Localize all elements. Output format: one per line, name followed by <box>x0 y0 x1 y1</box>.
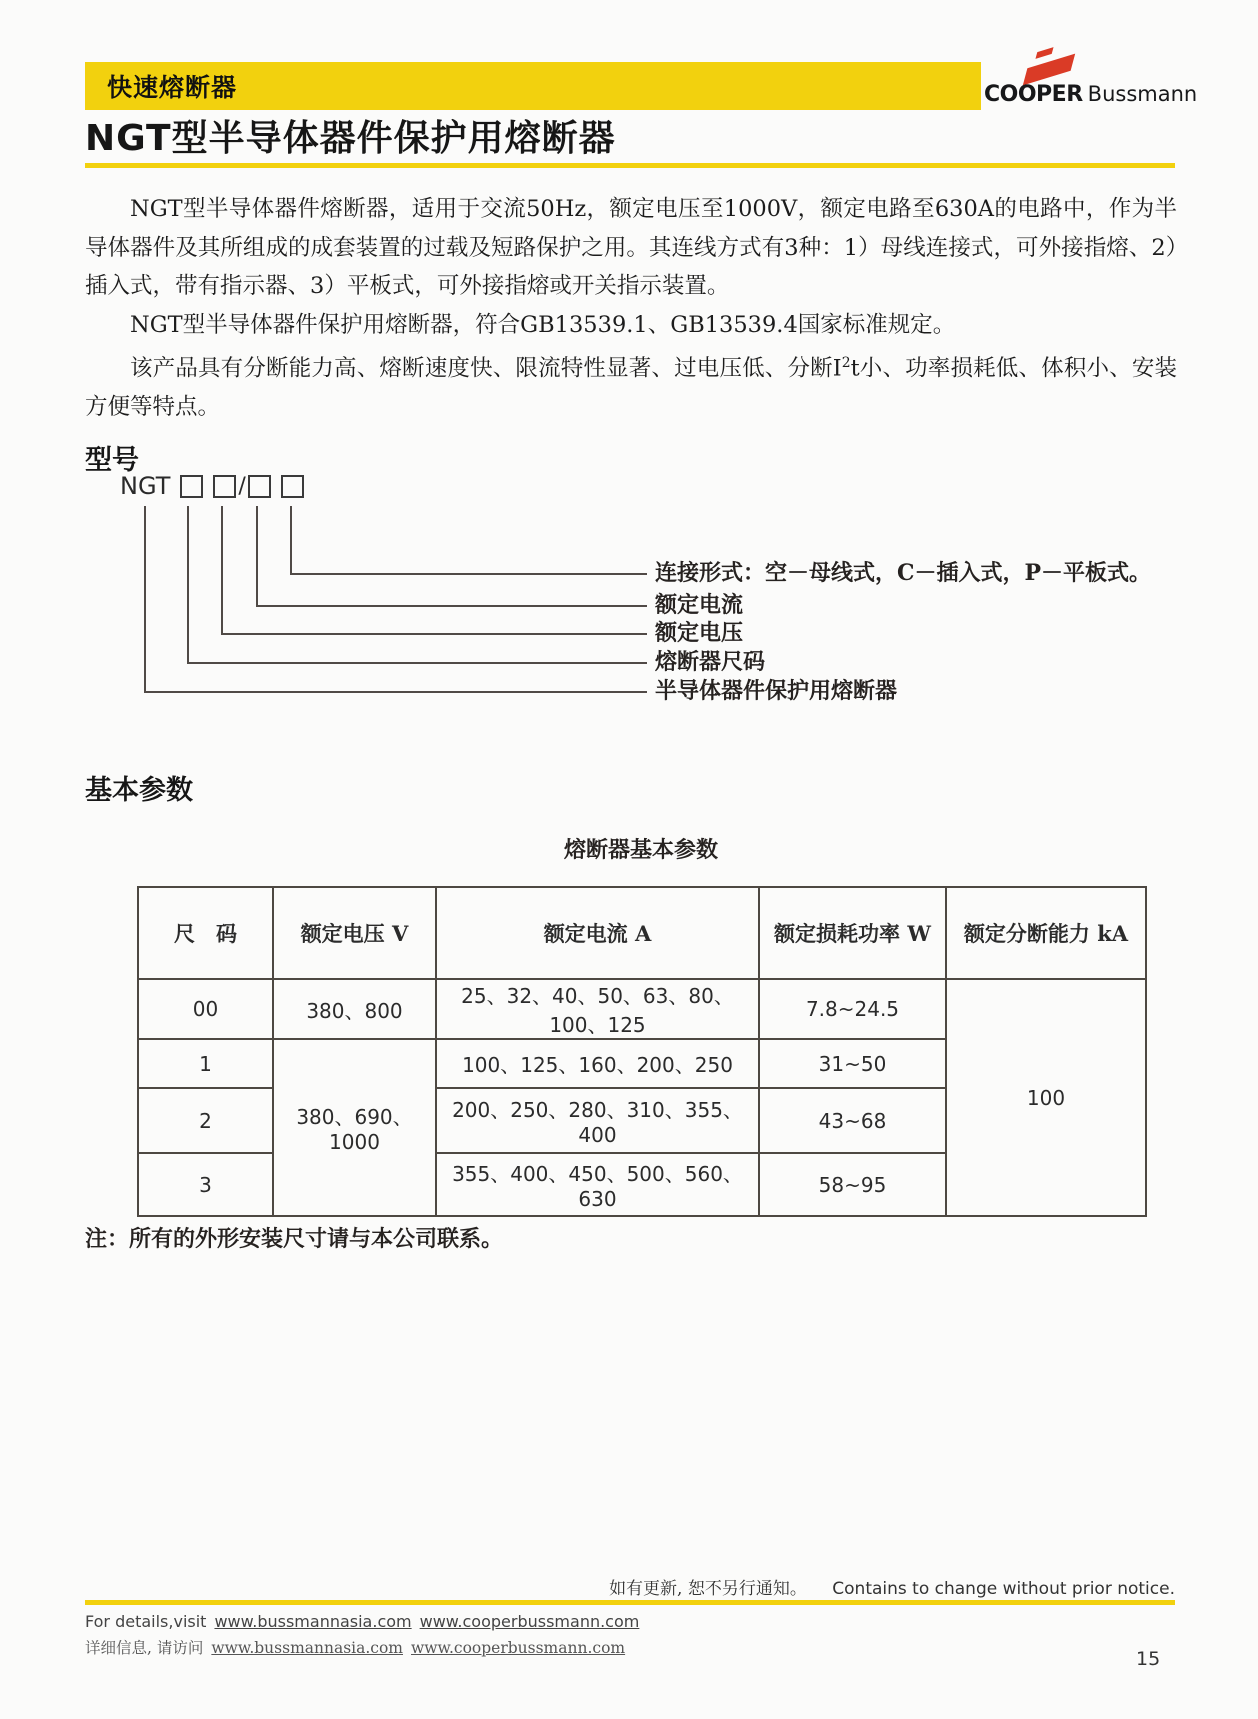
cell-power: 7.8~24.5 <box>759 979 946 1039</box>
table-note: 注：所有的外形安装尺寸请与本公司联系。 <box>85 1226 504 1252</box>
model-code <box>120 472 304 500</box>
column-header-size: 尺 码 <box>138 887 273 979</box>
intro-paragraph-3-pre: 该产品具有分断能力高、熔断速度快、限流特性显著、过电压低、分断I <box>130 355 842 382</box>
model-code-diagram <box>85 470 1152 730</box>
details-prefix-en: For details,visit <box>85 1612 207 1631</box>
cell-current: 200、250、280、310、355、400 <box>436 1088 759 1153</box>
cooperbussmann-link[interactable]: www.cooperbussmann.com <box>419 1612 640 1631</box>
cooperbussmann-link[interactable]: www.cooperbussmann.com <box>411 1639 626 1657</box>
cooper-bussmann-logo <box>984 48 1198 108</box>
footer-details-en <box>85 1612 639 1631</box>
cell-power: 31~50 <box>759 1039 946 1088</box>
cell-breaking-capacity: 100 <box>946 979 1146 1216</box>
cell-size: 2 <box>138 1088 273 1153</box>
logo-ribbon-icon <box>1023 54 1075 86</box>
footer-rule <box>85 1600 1175 1605</box>
column-header-current: 额定电流 A <box>436 887 759 979</box>
logo-text <box>984 82 1197 107</box>
page-number: 15 <box>1136 1648 1161 1670</box>
table-row <box>138 979 1146 1039</box>
model-prefix: NGT <box>120 472 171 500</box>
title-underline <box>85 163 1175 168</box>
connection-code-box <box>281 475 304 498</box>
label-rated-voltage: 额定电压 <box>655 620 744 646</box>
label-rated-current: 额定电流 <box>655 592 744 618</box>
voltage-code-box <box>213 475 236 498</box>
category-label: 快速熔断器 <box>107 73 238 102</box>
label-fuse-type: 半导体器件保护用熔断器 <box>655 678 898 704</box>
label-fuse-size: 熔断器尺码 <box>655 649 766 675</box>
logo-bussmann: Bussmann <box>1087 82 1198 106</box>
table-header-row <box>138 887 1146 979</box>
cell-size: 00 <box>138 979 273 1039</box>
column-header-breaking: 额定分断能力 kA <box>946 887 1146 979</box>
intro-paragraph-2: NGT型半导体器件保护用熔断器，符合GB13539.1、GB13539.4国家标准规定。 <box>130 311 956 338</box>
connector-line <box>144 506 647 693</box>
intro-text <box>85 190 1177 427</box>
cell-current: 25、32、40、50、63、80、100、125 <box>436 979 759 1039</box>
model-slash: / <box>238 473 246 499</box>
column-header-power: 额定损耗功率 W <box>759 887 946 979</box>
disclaimer-zh: 如有更新, 恕不另行通知。 <box>609 1579 807 1599</box>
logo-ribbon-icon <box>1035 47 1053 59</box>
label-connection-type: 连接形式：空－母线式，C－插入式，P－平板式。 <box>655 560 1152 586</box>
column-header-voltage: 额定电压 V <box>273 887 436 979</box>
i2t-superscript: 2 <box>841 355 851 371</box>
details-prefix-zh: 详细信息, 请访问 <box>85 1639 204 1657</box>
cell-power: 43~68 <box>759 1088 946 1153</box>
current-code-box <box>248 475 271 498</box>
model-section-heading: 型号 <box>85 445 139 476</box>
intro-paragraph-3 <box>85 344 1177 427</box>
logo-cooper: COOPER <box>984 82 1083 107</box>
intro-paragraph-1: NGT型半导体器件熔断器，适用于交流50Hz，额定电压至1000V，额定电路至630A的电路中，作为半导体器件及其所组成的成套装置的过载及短路保护之用。其连线方式有3种：1）母线连接式，可外接指熔、2）插入式，带有指示器、3）平板式，可外接指熔或开关指示装置。 <box>85 196 1177 299</box>
cell-size: 1 <box>138 1039 273 1088</box>
parameters-table-title: 熔断器基本参数 <box>563 837 718 863</box>
cell-size: 3 <box>138 1153 273 1216</box>
cell-current: 355、400、450、500、560、630 <box>436 1153 759 1216</box>
cell-power: 58~95 <box>759 1153 946 1216</box>
disclaimer-en: Contains to change without prior notice. <box>832 1579 1175 1599</box>
footer-details-zh <box>85 1636 625 1658</box>
page-title: NGT型半导体器件保护用熔断器 <box>85 118 616 159</box>
bussmannasia-link[interactable]: www.bussmannasia.com <box>214 1612 412 1631</box>
parameters-section-heading: 基本参数 <box>85 775 193 806</box>
update-disclaimer <box>609 1574 1175 1599</box>
bussmannasia-link[interactable]: www.bussmannasia.com <box>211 1639 403 1657</box>
cell-voltage-merged: 380、690、1000 <box>273 1039 436 1216</box>
size-code-box <box>180 475 203 498</box>
cell-current: 100、125、160、200、250 <box>436 1039 759 1088</box>
cell-voltage: 380、800 <box>273 979 436 1039</box>
parameters-table <box>137 886 1147 1217</box>
category-band <box>85 62 981 110</box>
intro-paragraph-3-post: t小、功率损耗低、体积小、安装方便等特点。 <box>85 355 1177 420</box>
